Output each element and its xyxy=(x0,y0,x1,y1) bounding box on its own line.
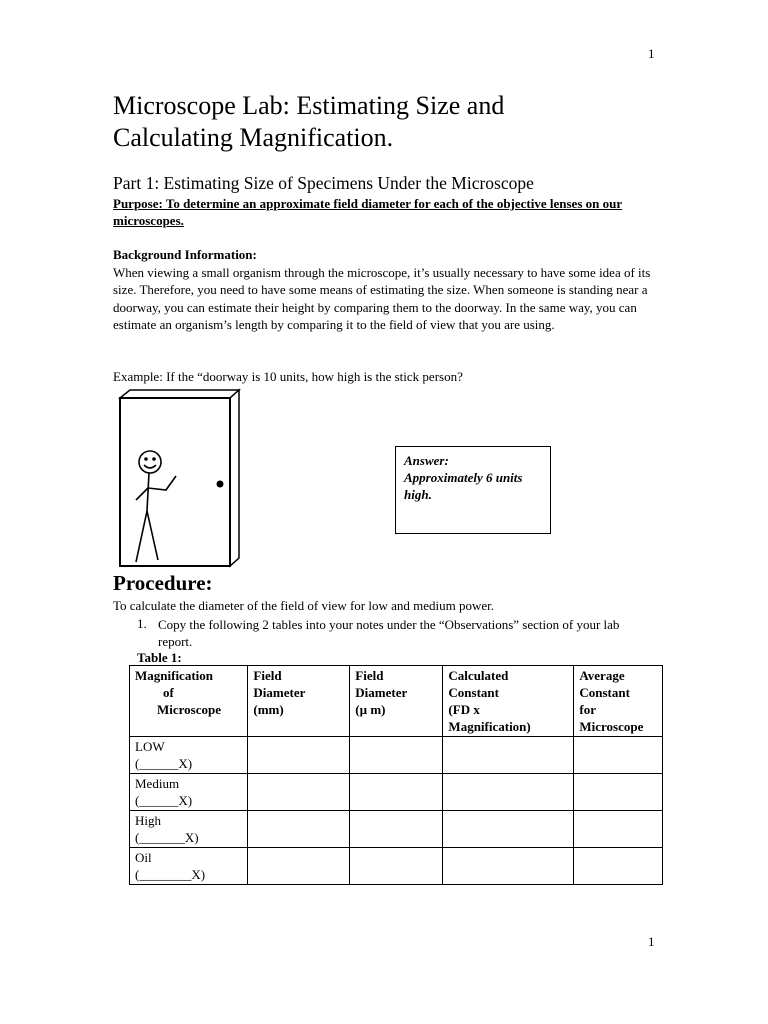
header-average-constant: Average Constant for Microscope xyxy=(574,666,663,737)
table-cell xyxy=(248,848,350,885)
table-cell xyxy=(443,811,574,848)
example-text: Example: If the “doorway is 10 units, how high is the stick person? xyxy=(113,369,463,384)
stick-person-icon xyxy=(136,451,176,562)
door-top-edge xyxy=(120,390,239,398)
background-heading: Background Information: xyxy=(113,247,257,262)
step-1-text: Copy the following 2 tables into your notes under the “Observations” section of your lab report. xyxy=(158,617,620,649)
table-row xyxy=(130,811,663,848)
header-magnification: Magnification of Microscope xyxy=(130,666,248,737)
header-calculated-constant: Calculated Constant (FD x Magnification) xyxy=(443,666,574,737)
table-cell xyxy=(248,811,350,848)
table-cell xyxy=(350,737,443,774)
table-cell xyxy=(443,774,574,811)
table-cell xyxy=(350,848,443,885)
table-row xyxy=(130,848,663,885)
procedure-intro: To calculate the diameter of the field of view for low and medium power. xyxy=(113,598,495,613)
row-label-oil: Oil (________X) xyxy=(130,848,248,885)
row-label-medium: Medium (______X) xyxy=(130,774,248,811)
table-cell xyxy=(443,848,574,885)
table-cell xyxy=(248,737,350,774)
table-row xyxy=(130,774,663,811)
procedure-heading: Procedure: xyxy=(113,571,213,595)
table-cell xyxy=(574,737,663,774)
table-header-row xyxy=(130,666,663,737)
door-side-edge xyxy=(230,390,239,566)
row-label-high: High (_______X) xyxy=(130,811,248,848)
table-row xyxy=(130,737,663,774)
table-cell xyxy=(350,774,443,811)
answer-label: Answer: xyxy=(404,453,449,468)
row-label-low: LOW (______X) xyxy=(130,737,248,774)
table-cell xyxy=(574,774,663,811)
header-field-diameter-mm: Field Diameter (mm) xyxy=(248,666,350,737)
title-line-2: Calculating Magnification. xyxy=(113,123,394,152)
page-number-top: 1 xyxy=(648,46,655,61)
step-1-number: 1. xyxy=(137,616,147,631)
part1-heading: Part 1: Estimating Size of Specimens Under the Microscope xyxy=(113,173,534,193)
door-front xyxy=(120,398,230,566)
document-title xyxy=(113,90,504,154)
answer-line-2: Approximately 6 units xyxy=(404,470,523,485)
door-knob-icon xyxy=(217,481,224,488)
table-cell xyxy=(248,774,350,811)
title-line-1: Microscope Lab: Estimating Size and xyxy=(113,91,505,120)
page-number-bottom: 1 xyxy=(648,934,655,949)
answer-box xyxy=(395,446,551,534)
table-cell xyxy=(350,811,443,848)
table-cell xyxy=(574,811,663,848)
background-text: When viewing a small organism through the microscope, it’s usually necessary to have some idea of its size. Therefore, you need to have some means of estimating the size. When someone is standing near a doorway, you can estimate their height by comparing them to the doorway. In the same way, you can estimate an organism’s length by comparing it to the field of view that you are using. xyxy=(113,265,651,332)
purpose-text: Purpose: To determine an approximate field diameter for each of the objective lenses on our microscopes. xyxy=(113,196,623,228)
observations-table-1 xyxy=(129,665,663,885)
header-field-diameter-um: Field Diameter (µ m) xyxy=(350,666,443,737)
door-stick-figure-illustration xyxy=(118,388,243,570)
table-cell xyxy=(443,737,574,774)
table-cell xyxy=(574,848,663,885)
table-1-title: Table 1: xyxy=(137,650,182,665)
answer-line-3: high. xyxy=(404,487,432,502)
